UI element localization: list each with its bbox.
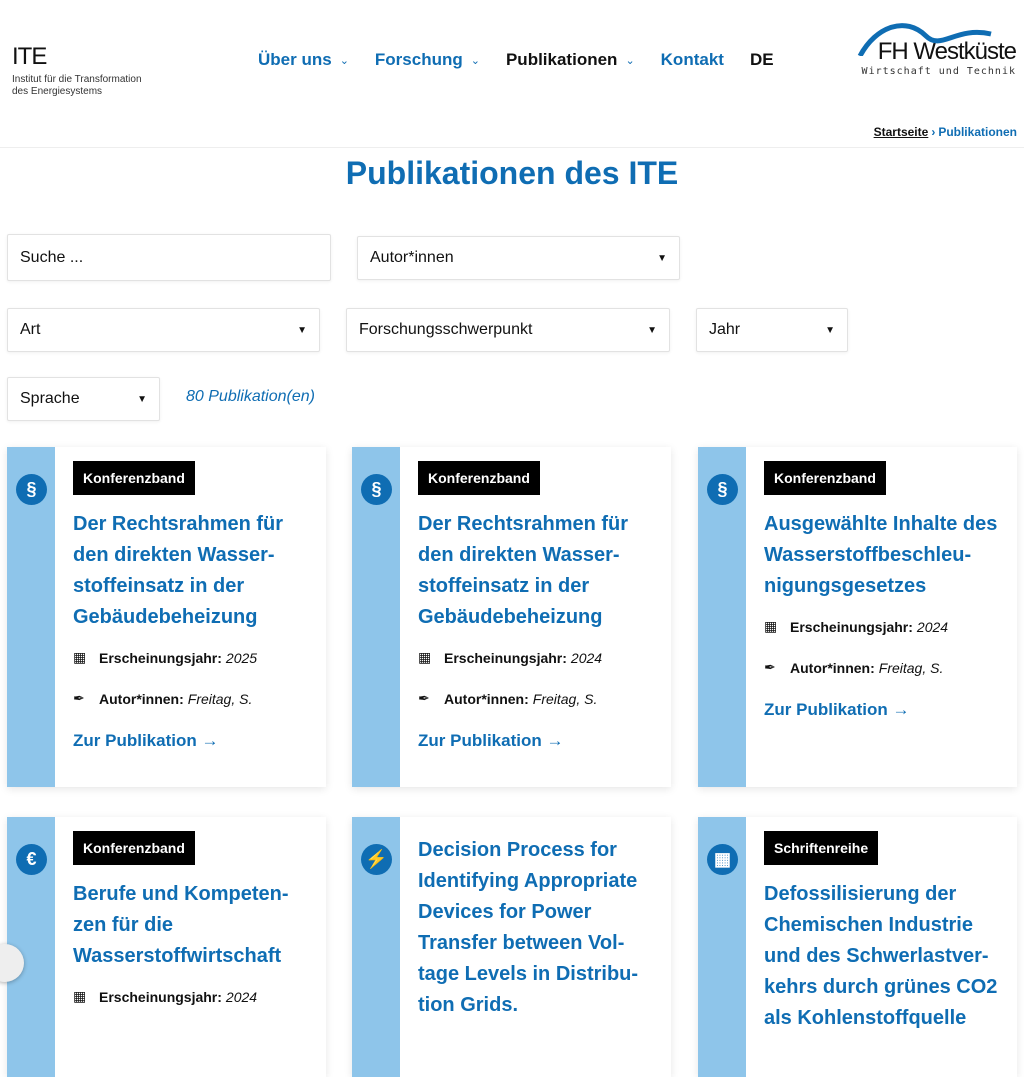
dropdown-arrow-icon: ▼: [297, 324, 307, 336]
fh-westkueste-logo[interactable]: FH Westküste Wirtschaft und Technik: [862, 16, 1016, 77]
dropdown-arrow-icon: ▼: [137, 393, 147, 405]
calendar-icon: ▦: [73, 649, 87, 665]
year-meta: ▦ Erscheinungsjahr: 2024: [73, 988, 258, 1005]
publication-title[interactable]: Defossilisierung der Chemischen Industrie und des Schwerlastverkehrs durch grünes CO2 als Kohlenstoffquelle: [764, 883, 998, 1029]
year-meta: ▦ Erscheinungsjahr: 2024: [418, 649, 603, 666]
paragraph-icon: §: [16, 474, 47, 505]
publication-card: [698, 817, 1017, 1077]
calendar-icon: ▦: [418, 649, 432, 665]
chevron-down-icon: ⌄: [339, 54, 349, 67]
language-select[interactable]: Sprache ▼: [7, 377, 160, 421]
calendar-icon: ▦: [73, 988, 87, 1004]
paragraph-icon: §: [361, 474, 392, 505]
focus-select[interactable]: Forschungsschwerpunkt ▼: [346, 308, 670, 352]
paragraph-icon: §: [707, 474, 738, 505]
nav-forschung[interactable]: Forschung ⌄: [374, 50, 480, 69]
pen-icon: ✒: [418, 690, 430, 706]
ite-logo[interactable]: ITE Institut für die Transformation des Energiesystems: [12, 43, 142, 97]
publication-title[interactable]: Berufe und Kompetenzen für die Wasserstoffwirtschaft: [73, 883, 289, 967]
authors-meta: ✒ Autor*innen: Freitag, S.: [73, 690, 253, 707]
authors-meta: ✒ Autor*innen: Freitag, S.: [764, 659, 944, 676]
publication-card: [352, 447, 671, 787]
publication-link[interactable]: Zur Publikation →: [764, 700, 910, 719]
result-count: 80 Publikation(en): [186, 388, 315, 405]
chevron-down-icon: ⌄: [470, 54, 480, 67]
chevron-right-icon: ›: [931, 125, 936, 139]
breadcrumb-home[interactable]: Startseite: [873, 125, 929, 139]
page-title: Publikationen des ITE: [345, 155, 679, 191]
calendar-icon: ▦: [764, 618, 778, 634]
type-badge: Konferenzband: [764, 461, 886, 495]
wave-logo-icon: [856, 16, 996, 56]
year-meta: ▦ Erscheinungsjahr: 2024: [764, 618, 949, 635]
year-select[interactable]: Jahr ▼: [696, 308, 848, 352]
authors-meta: ✒ Autor*innen: Freitag, S.: [418, 690, 598, 707]
nav-kontakt[interactable]: Kontakt: [660, 50, 724, 69]
type-badge: Konferenzband: [418, 461, 540, 495]
publication-link[interactable]: Zur Publikation →: [418, 731, 564, 750]
type-badge: Konferenzband: [73, 461, 195, 495]
year-meta: ▦ Erscheinungsjahr: 2025: [73, 649, 258, 666]
publication-card: [7, 447, 326, 787]
type-select[interactable]: Art ▼: [7, 308, 320, 352]
arrow-right-icon: →: [892, 700, 910, 719]
publication-title[interactable]: Der Rechtsrahmen für den direkten Wasserstoffeinsatz in der Gebäudebeheizung: [73, 513, 284, 628]
power-pylon-icon: ⚡: [361, 844, 392, 875]
type-badge: Konferenzband: [73, 831, 195, 865]
publication-card: [698, 447, 1017, 787]
arrow-right-icon: →: [546, 731, 564, 750]
nav-publikationen[interactable]: Publikationen ⌄: [505, 50, 635, 69]
breadcrumb-current: Publikationen: [938, 125, 1017, 139]
publication-card: [7, 817, 326, 1077]
publication-title[interactable]: Der Rechtsrahmen für den direkten Wasserstoffeinsatz in der Gebäudebeheizung: [418, 513, 629, 628]
breadcrumb: [874, 125, 1017, 139]
language-switch[interactable]: DE: [749, 50, 774, 69]
dropdown-arrow-icon: ▼: [657, 252, 667, 264]
authors-select[interactable]: Autor*innen ▼: [357, 236, 680, 280]
main-nav: [258, 50, 800, 70]
people-euro-icon: €: [16, 844, 47, 875]
search-input[interactable]: Suche ...: [7, 234, 331, 281]
publication-card: [352, 817, 671, 1077]
publication-title[interactable]: Decision Process for Identifying Appropriate Devices for Power Transfer between Voltage Levels in Distribution Grids.: [418, 839, 639, 1016]
dropdown-arrow-icon: ▼: [825, 324, 835, 336]
dropdown-arrow-icon: ▼: [647, 324, 657, 336]
arrow-right-icon: →: [201, 731, 219, 750]
pen-icon: ✒: [73, 690, 85, 706]
type-badge: Schriftenreihe: [764, 831, 878, 865]
publication-title[interactable]: Ausgewählte Inhalte des Wasserstoffbeschleunigungsgesetzes: [764, 513, 998, 597]
chevron-down-icon: ⌄: [625, 54, 635, 67]
factory-icon: ▦: [707, 844, 738, 875]
divider: [0, 147, 1024, 148]
nav-ueber-uns[interactable]: Über uns ⌄: [258, 50, 349, 69]
pen-icon: ✒: [764, 659, 776, 675]
publication-link[interactable]: Zur Publikation →: [73, 731, 219, 750]
